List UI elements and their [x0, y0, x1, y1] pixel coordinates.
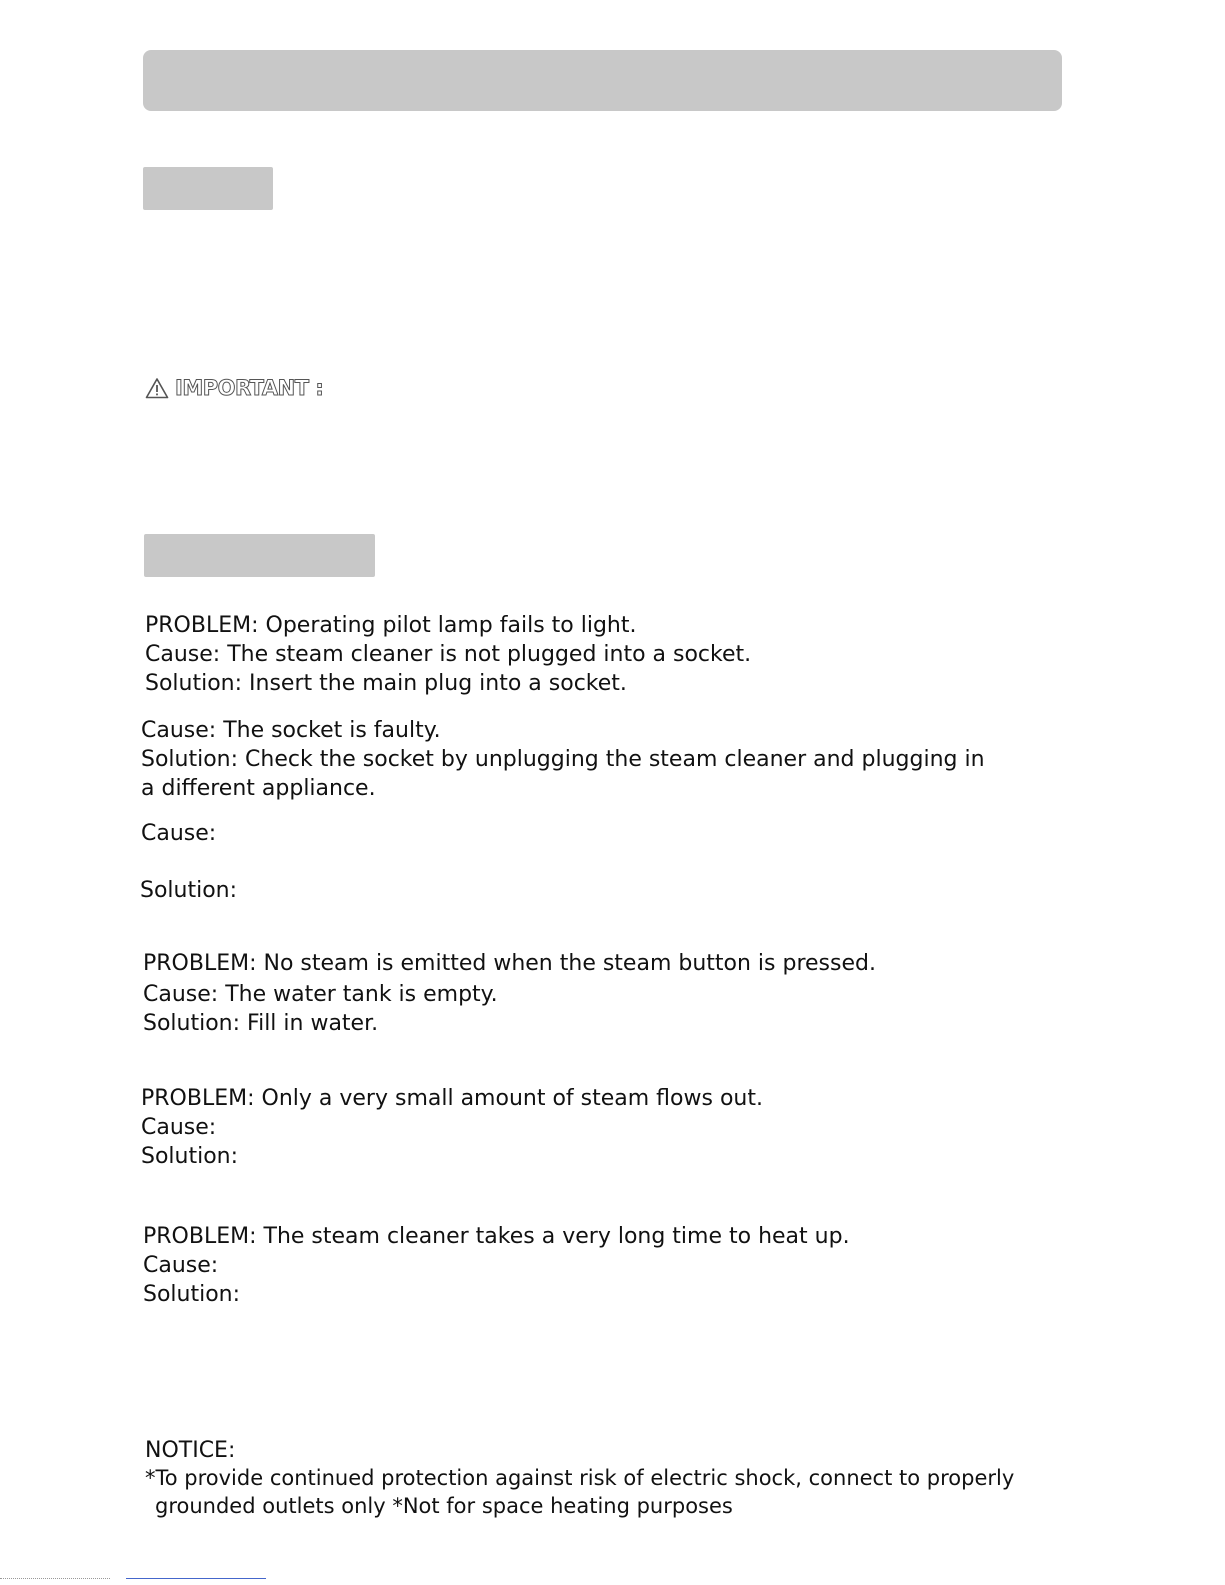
solution-2-line2: a different appliance.	[141, 776, 376, 801]
solution-3: Solution:	[140, 878, 238, 903]
section-tab-1	[143, 167, 273, 210]
problem-1: PROBLEM: Operating pilot lamp fails to light.	[145, 613, 637, 638]
important-label: IMPORTANT :	[175, 376, 324, 400]
problem-6: PROBLEM: The steam cleaner takes a very long time to heat up.	[143, 1224, 850, 1249]
cause-5: Cause:	[141, 1115, 217, 1140]
problem-4: PROBLEM: No steam is emitted when the steam button is pressed.	[143, 951, 876, 976]
cause-1: Cause: The steam cleaner is not plugged into a socket.	[145, 642, 752, 667]
solution-1: Solution: Insert the main plug into a socket.	[145, 671, 627, 696]
important-notice	[145, 373, 323, 403]
notice-line-2: grounded outlets only *Not for space heating purposes	[155, 1494, 733, 1518]
problem-5: PROBLEM: Only a very small amount of steam flows out.	[141, 1086, 763, 1111]
solution-5: Solution:	[141, 1144, 239, 1169]
solution-2-line1: Solution: Check the socket by unplugging the steam cleaner and plugging in	[141, 747, 985, 772]
section-tab-2	[144, 534, 375, 577]
cause-3: Cause:	[141, 821, 217, 846]
solution-4: Solution: Fill in water.	[143, 1011, 379, 1036]
notice-line-1: *To provide continued protection against risk of electric shock, connect to properly	[145, 1466, 1015, 1490]
solution-6: Solution:	[143, 1282, 241, 1307]
notice-title: NOTICE:	[145, 1438, 236, 1463]
cause-4: Cause: The water tank is empty.	[143, 982, 498, 1007]
footer-link-rule	[126, 1578, 266, 1579]
cause-6: Cause:	[143, 1253, 219, 1278]
warning-icon	[145, 377, 169, 399]
cause-2: Cause: The socket is faulty.	[141, 718, 441, 743]
footer-dotted-rule	[0, 1578, 110, 1579]
header-bar	[143, 50, 1062, 111]
